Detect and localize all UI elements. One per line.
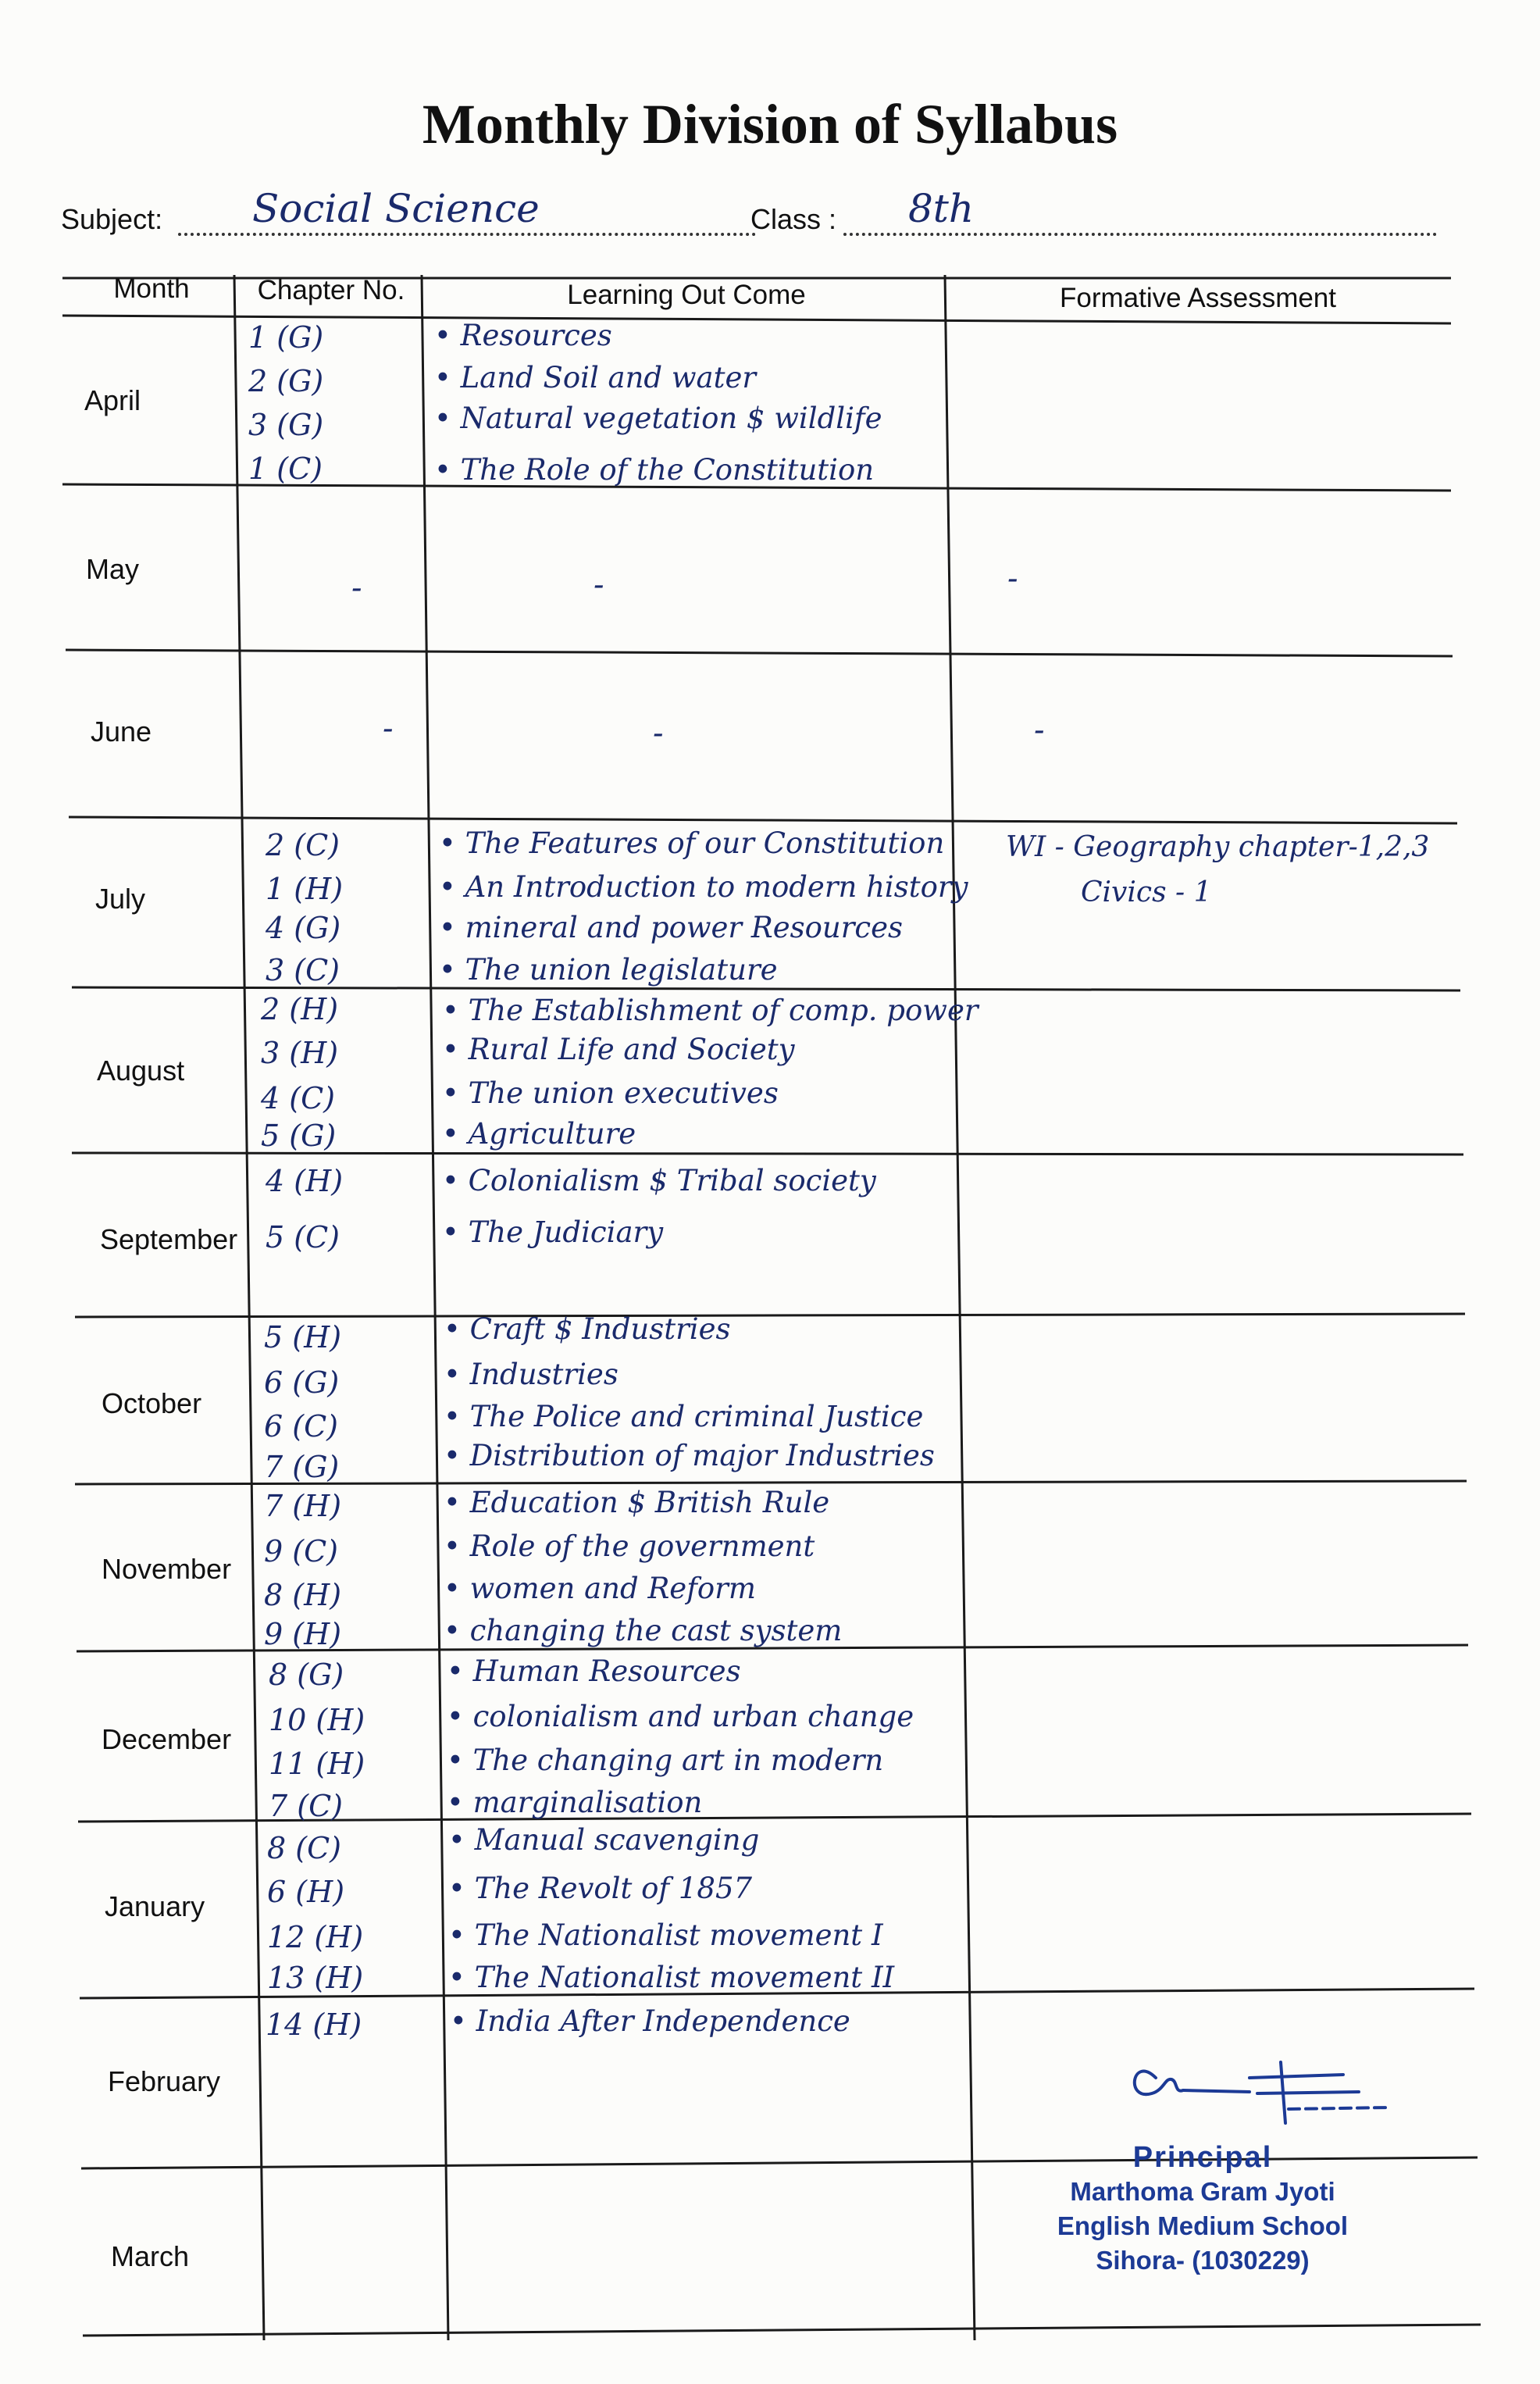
learning-outcome: • changing the cast system	[444, 1614, 843, 1647]
chapter-number: 8 (G)	[269, 1658, 344, 1692]
chapter-number: 4 (C)	[261, 1081, 335, 1115]
header-month: Month	[113, 273, 190, 304]
learning-outcome: • Rural Life and Society	[442, 1033, 795, 1066]
principal-signature	[1109, 2031, 1406, 2132]
header-chapter: Chapter No.	[257, 275, 405, 305]
month-january: January	[105, 1890, 205, 1922]
learning-outcome: • Resources	[434, 319, 612, 352]
chapter-number: 1 (G)	[248, 320, 324, 355]
chapter-number: 1 (H)	[266, 872, 344, 906]
chapter-number: 11 (H)	[269, 1747, 365, 1781]
principal-stamp	[1039, 2140, 1367, 2278]
chapter-number: 2 (G)	[248, 364, 324, 398]
chapter-dash: -	[383, 711, 394, 747]
learning-outcome: • mineral and power Resources	[439, 911, 904, 944]
learning-outcome: • India After Independence	[450, 2004, 850, 2038]
learning-outcome: • The Establishment of comp. power	[442, 994, 979, 1027]
header-assessment: Formative Assessment	[1060, 283, 1336, 313]
month-november: November	[102, 1553, 232, 1585]
learning-outcome: • Natural vegetation $ wildlife	[434, 401, 882, 435]
chapter-number: 14 (H)	[266, 2007, 362, 2042]
learning-outcome: • The Police and criminal Justice	[444, 1400, 924, 1433]
month-march: March	[111, 2240, 190, 2272]
month-june: June	[91, 716, 152, 748]
learning-outcome: • marginalisation	[447, 1786, 703, 1819]
chapter-number: 7 (H)	[264, 1489, 342, 1523]
learning-outcome: • Land Soil and water	[434, 361, 757, 394]
formative-assessment-text: WI - Geography chapter-1,2,3	[1006, 831, 1430, 863]
chapter-number: 2 (H)	[261, 992, 339, 1026]
stamp-title: Principal	[1132, 2141, 1273, 2174]
learning-outcome: • The union legislature	[439, 953, 778, 987]
learning-outcome: • colonialism and urban change	[447, 1700, 914, 1733]
chapter-number: 4 (G)	[266, 911, 341, 945]
stamp-school-type: English Medium School	[1057, 2211, 1349, 2240]
subject-label: Subject:	[61, 203, 163, 235]
month-september: September	[100, 1223, 238, 1255]
learning-outcome: • The changing art in modern	[447, 1743, 884, 1777]
learning-outcome: • The Nationalist movement I	[448, 1918, 883, 1952]
chapter-number: 3 (H)	[261, 1036, 339, 1070]
outcome-dash: -	[653, 716, 664, 751]
class-value: 8th	[908, 186, 975, 231]
chapter-number: 9 (H)	[264, 1617, 342, 1651]
learning-outcome: • An Introduction to modern history	[439, 870, 968, 904]
learning-outcome: • Distribution of major Industries	[444, 1439, 935, 1472]
chapter-number: 6 (C)	[264, 1409, 338, 1444]
chapter-number: 6 (H)	[267, 1875, 345, 1909]
learning-outcome: • women and Reform	[444, 1572, 756, 1605]
chapter-number: 5 (C)	[266, 1220, 340, 1254]
chapter-number: 13 (H)	[267, 1961, 364, 1995]
chapter-number: 12 (H)	[267, 1920, 364, 1954]
page-title: Monthly Division of Syllabus	[422, 93, 1118, 155]
month-april: April	[84, 384, 141, 416]
chapter-dash: -	[351, 570, 362, 606]
learning-outcome: • Manual scavenging	[448, 1823, 760, 1857]
stamp-location: Sihora- (1030229)	[1096, 2246, 1310, 2275]
chapter-number: 7 (G)	[264, 1450, 340, 1484]
subject-value: Social Science	[252, 186, 540, 231]
chapter-number: 5 (G)	[261, 1119, 337, 1153]
month-october: October	[102, 1387, 202, 1419]
outcome-dash: -	[594, 567, 604, 603]
learning-outcome: • The union executives	[442, 1076, 779, 1110]
chapter-number: 3 (G)	[248, 408, 324, 442]
learning-outcome: • Human Resources	[447, 1654, 741, 1688]
learning-outcome: • Role of the government	[444, 1529, 815, 1563]
chapter-number: 6 (G)	[264, 1365, 340, 1400]
assessment-dash: -	[1034, 712, 1045, 748]
learning-outcome: • Colonialism $ Tribal society	[442, 1164, 876, 1197]
learning-outcome: • The Features of our Constitution	[439, 826, 945, 860]
month-december: December	[102, 1723, 232, 1755]
learning-outcome: • The Judiciary	[442, 1215, 664, 1249]
month-may: May	[86, 553, 140, 585]
chapter-number: 10 (H)	[269, 1703, 365, 1737]
chapter-number: 5 (H)	[264, 1320, 342, 1354]
learning-outcome: • Industries	[444, 1358, 618, 1391]
learning-outcome: • Craft $ Industries	[444, 1312, 731, 1346]
chapter-number: 1 (C)	[248, 451, 323, 486]
chapter-number: 3 (C)	[266, 953, 340, 987]
header-outcome: Learning Out Come	[567, 280, 806, 310]
month-august: August	[97, 1055, 185, 1087]
month-july: July	[95, 883, 146, 915]
chapter-number: 7 (C)	[269, 1789, 343, 1823]
learning-outcome: • The Role of the Constitution	[434, 453, 875, 487]
stamp-school-name: Marthoma Gram Jyoti	[1070, 2177, 1335, 2206]
learning-outcome: • Agriculture	[442, 1117, 636, 1151]
assessment-dash: -	[1007, 561, 1018, 597]
chapter-number: 2 (C)	[266, 828, 340, 862]
chapter-number: 9 (C)	[264, 1534, 338, 1569]
learning-outcome: • The Nationalist movement II	[448, 1961, 895, 1994]
learning-outcome: • The Revolt of 1857	[448, 1872, 753, 1905]
chapter-number: 8 (C)	[267, 1831, 341, 1865]
chapter-number: 4 (H)	[266, 1164, 344, 1198]
chapter-number: 8 (H)	[264, 1578, 342, 1612]
month-february: February	[108, 2065, 221, 2097]
class-label: Class :	[750, 203, 837, 235]
learning-outcome: • Education $ British Rule	[444, 1486, 830, 1519]
formative-assessment-text: Civics - 1	[1081, 876, 1212, 908]
